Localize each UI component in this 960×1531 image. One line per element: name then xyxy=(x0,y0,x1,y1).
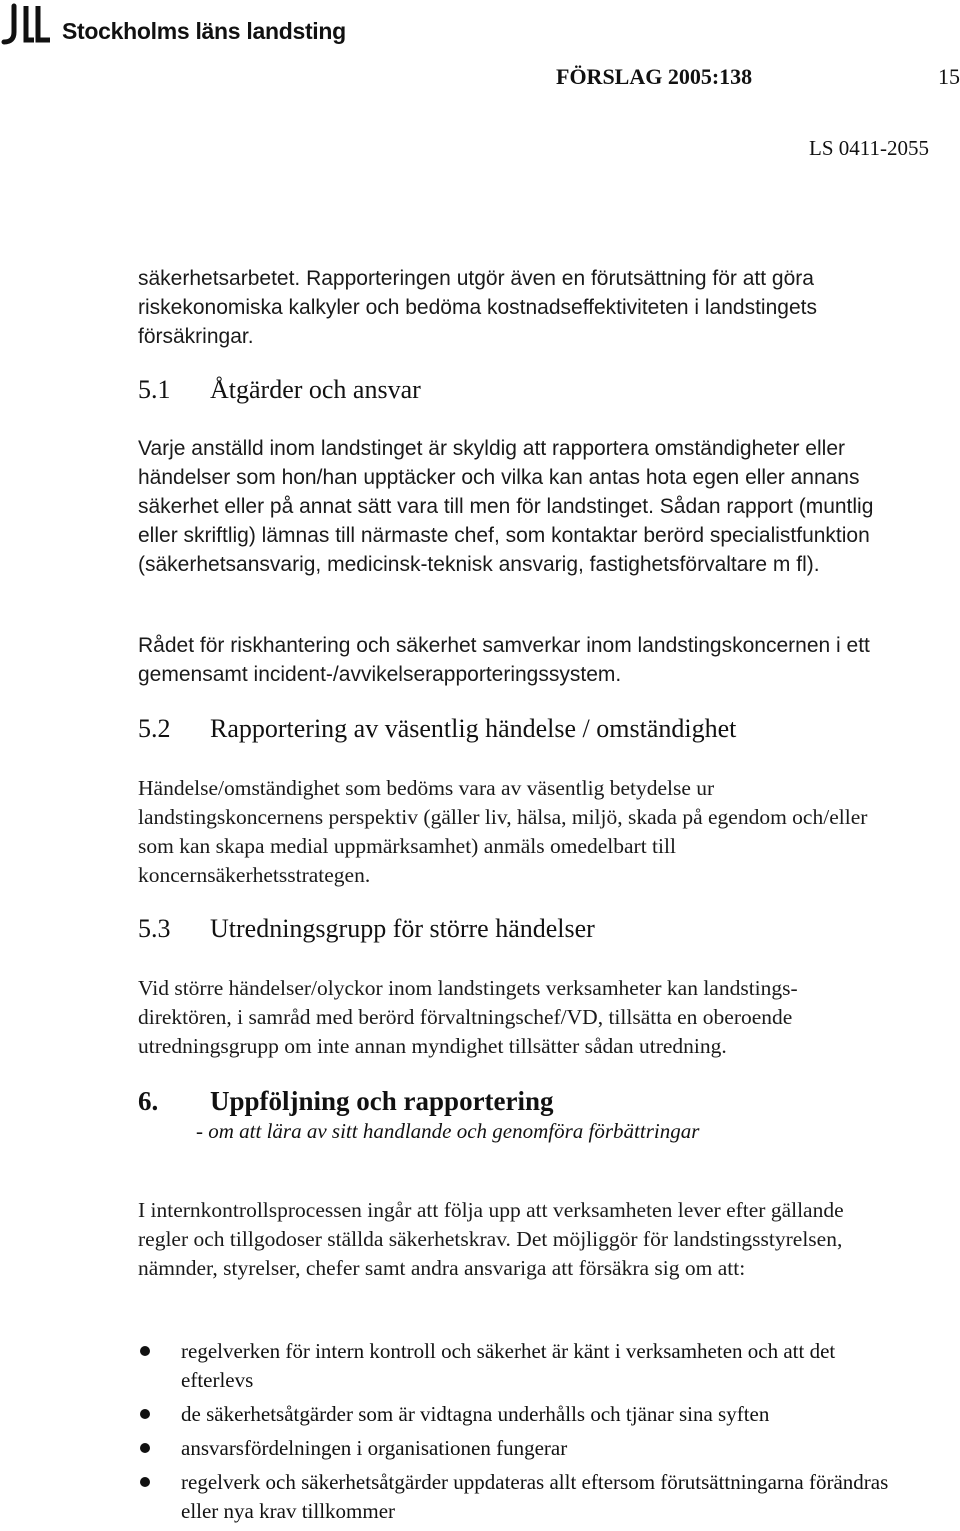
section-title: Åtgärder och ansvar xyxy=(210,375,421,404)
bullet-icon xyxy=(140,1443,150,1453)
reference-number: LS 0411-2055 xyxy=(809,136,929,160)
list-item xyxy=(138,1400,898,1429)
section-number: 6. xyxy=(138,1086,159,1116)
section-5-2-paragraph: Händelse/omständighet som bedöms vara av väsentlig betydelse ur landstingskoncernens perspektiv (gäller liv, hälsa, miljö, skada på egendom och/eller som kan skapa medial uppmärksamhet) anmäls omedelbart till koncernsäkerhetsstrategen. xyxy=(138,776,868,887)
section-title: Rapportering av väsentlig händelse / omständighet xyxy=(210,714,737,743)
organization-logo xyxy=(0,2,400,50)
requirements-list xyxy=(138,1337,898,1531)
section-title: Uppföljning och rapportering xyxy=(210,1086,554,1116)
page-number: 15 xyxy=(938,64,960,89)
section-heading-5-2 xyxy=(138,714,736,744)
section-heading-5-1 xyxy=(138,375,421,405)
list-item-text: ansvarsfördelningen i organisationen fungerar xyxy=(181,1436,568,1460)
logo-wordmark: Stockholms läns landsting xyxy=(62,18,346,44)
list-item xyxy=(138,1468,898,1526)
section-5-1-paragraph-2: Rådet för riskhantering och säkerhet samverkar inom landstingskoncernen i ett gemensamt incident-/avvikelserapporteringssystem. xyxy=(138,634,870,686)
section-6-subtitle: - om att lära av sitt handlande och genomföra förbättringar xyxy=(196,1119,700,1143)
bullet-icon xyxy=(140,1409,150,1419)
bullet-icon xyxy=(140,1477,150,1487)
section-5-1-paragraph-1: Varje anställd inom landstinget är skyldig att rapportera omständigheter eller händelser som hon/han upptäcker och vilka kan antas hota egen eller annans säkerhet eller på annat sätt vara till men för landstinget. Sådan rapport (muntlig eller skriftlig) lämnas till närmaste chef, som kontaktar berörd specialistfunktion (säkerhetsansvarig, medicinsk-teknisk ansvarig, fastighetsförvaltare m fl). xyxy=(138,437,874,576)
list-item-text: regelverken för intern kontroll och säkerhet är känt i verksamheten och att det efterlevs xyxy=(181,1339,836,1392)
section-number: 5.3 xyxy=(138,914,171,943)
list-item xyxy=(138,1337,898,1395)
section-title: Utredningsgrupp för större händelser xyxy=(210,914,595,943)
intro-paragraph: säkerhetsarbetet. Rapporteringen utgör även en förutsättning för att göra riskekonomiska kalkyler och bedöma kostnadseffektiviteten i landstingets försäkringar. xyxy=(138,267,817,348)
bullet-icon xyxy=(140,1346,150,1356)
document-id: FÖRSLAG 2005:138 xyxy=(556,64,753,89)
list-item-text: regelverk och säkerhetsåtgärder uppdateras allt eftersom förutsättningarna förändras eller nya krav tillkommer xyxy=(181,1470,889,1523)
list-item-text: de säkerhetsåtgärder som är vidtagna underhålls och tjänar sina syften xyxy=(181,1402,770,1426)
section-heading-5-3 xyxy=(138,914,595,944)
section-5-3-paragraph: Vid större händelser/olyckor inom landstingets verksamheter kan landstings-direktören, i samråd med berörd förvaltningschef/VD, tillsätta en oberoende utredningsgrupp om inte annan myndighet tillsätter sådan utredning. xyxy=(138,976,798,1058)
section-6-paragraph: I internkontrollsprocessen ingår att följa upp att verksamheten lever efter gällande regler och tillgodoser ställda säkerhetskrav. Det möjliggör för landstingsstyrelsen, nämnder, styrelser, chefer samt andra ansvariga att försäkra sig om att: xyxy=(138,1198,844,1280)
list-item xyxy=(138,1434,898,1463)
section-heading-6 xyxy=(138,1086,554,1117)
sll-logo-icon xyxy=(0,2,60,48)
section-number: 5.1 xyxy=(138,375,171,404)
section-number: 5.2 xyxy=(138,714,171,743)
